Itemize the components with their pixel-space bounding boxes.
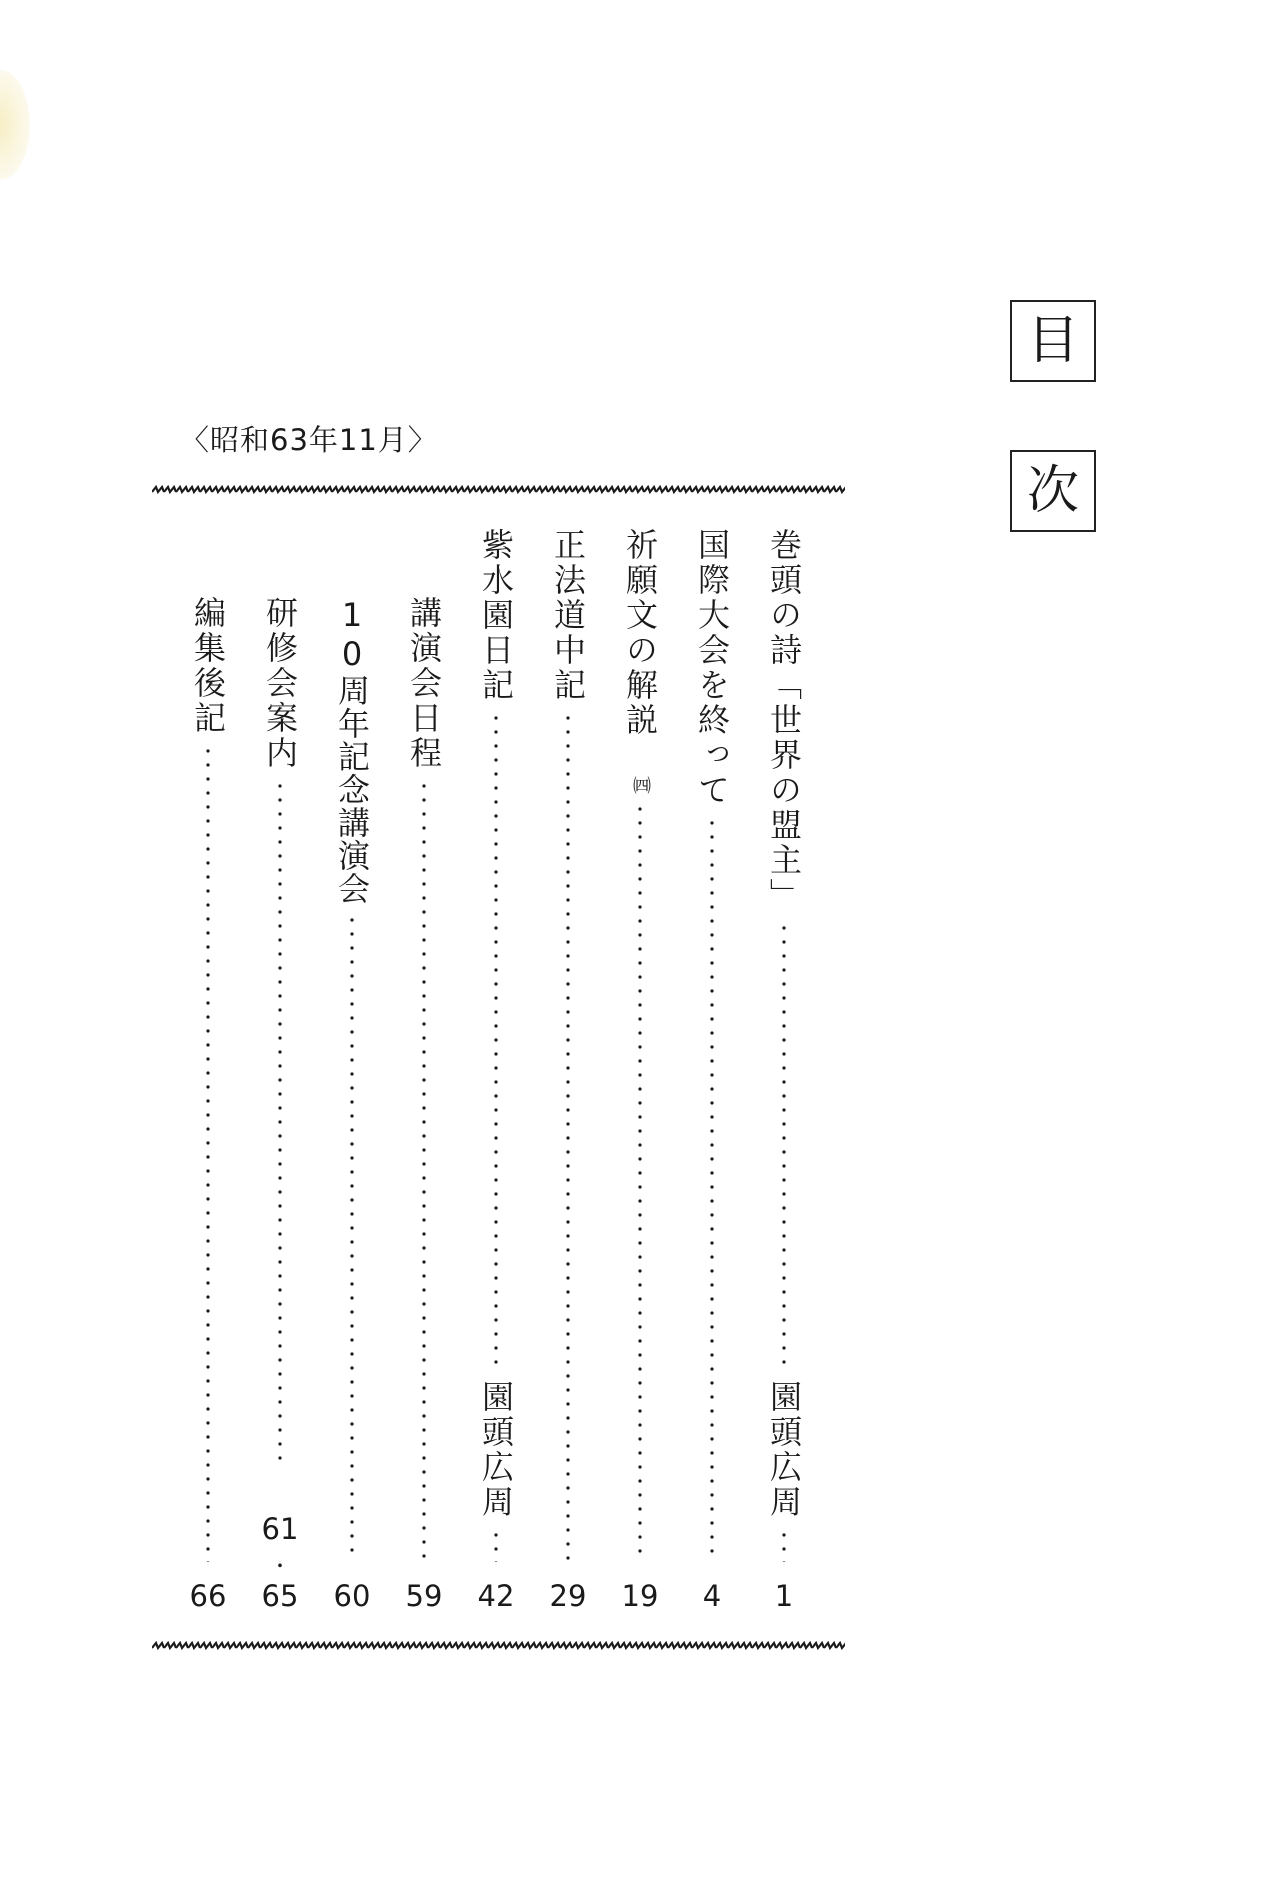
- toc-page-number: 66: [189, 1579, 227, 1613]
- leader-dots: [206, 744, 210, 1562]
- leader-dots: [710, 816, 714, 1562]
- toc-entry-title: 国際大会を終って: [693, 528, 731, 808]
- toc-entry-title: 10周年記念講演会: [333, 596, 371, 905]
- toc-page-number: 4: [702, 1579, 722, 1613]
- issue-date: 〈昭和63年11月〉: [180, 423, 438, 457]
- toc-entry-part-number: ㈣: [630, 776, 651, 794]
- toc-entry-7[interactable]: [330, 596, 374, 1568]
- toc-entry-title: 講演会日程: [405, 596, 443, 771]
- toc-page-number: 65: [261, 1579, 299, 1613]
- bottom-rule: [152, 1641, 845, 1651]
- toc-page-number: 42: [477, 1579, 515, 1613]
- toc-entry-title: 正法道中記: [549, 528, 587, 703]
- toc-entry-4[interactable]: [546, 528, 590, 1568]
- toc-entry-title: 紫水園日記: [477, 528, 515, 703]
- toc-page-number: 1: [774, 1579, 794, 1613]
- leader-dots: [278, 779, 282, 1466]
- toc-entry-title: 祈願文の解説: [621, 528, 659, 738]
- toc-entry-author: 園頭広周: [477, 1380, 515, 1520]
- toc-entry-6[interactable]: [402, 596, 446, 1568]
- toc-page-number: 60: [333, 1579, 371, 1613]
- toc-entry-9[interactable]: [186, 596, 230, 1568]
- toc-entry-1[interactable]: [762, 528, 806, 1568]
- toc-entry-2[interactable]: [690, 528, 734, 1568]
- toc-entry-8[interactable]: [258, 596, 302, 1472]
- heading-char-1: 目: [1010, 300, 1096, 382]
- leader-dots: [782, 921, 786, 1374]
- leader-dots: [422, 779, 426, 1562]
- toc-entry-5[interactable]: [474, 528, 518, 1568]
- leader-dots: [638, 802, 642, 1562]
- top-rule: [152, 485, 845, 495]
- toc-page-separator: ・: [270, 1554, 290, 1578]
- toc-entry-3[interactable]: [618, 528, 662, 1568]
- leader-dots: [566, 711, 570, 1562]
- leader-dots: [350, 913, 354, 1562]
- toc-entry-author: 園頭広周: [765, 1380, 803, 1520]
- paper-stain: [0, 70, 30, 180]
- toc-entry-title: 研修会案内: [261, 596, 299, 771]
- leader-dots: [782, 1528, 786, 1562]
- toc-page-number-first: 61: [261, 1512, 299, 1546]
- toc-page-number: 29: [549, 1579, 587, 1613]
- toc-entry-title: 巻頭の詩「世界の盟主」: [765, 528, 803, 913]
- heading-char-2: 次: [1010, 450, 1096, 532]
- toc-page-number: 19: [621, 1579, 659, 1613]
- toc-entry-title: 編集後記: [189, 596, 227, 736]
- leader-dots: [494, 1528, 498, 1562]
- leader-dots: [494, 711, 498, 1374]
- toc-page-number: 59: [405, 1579, 443, 1613]
